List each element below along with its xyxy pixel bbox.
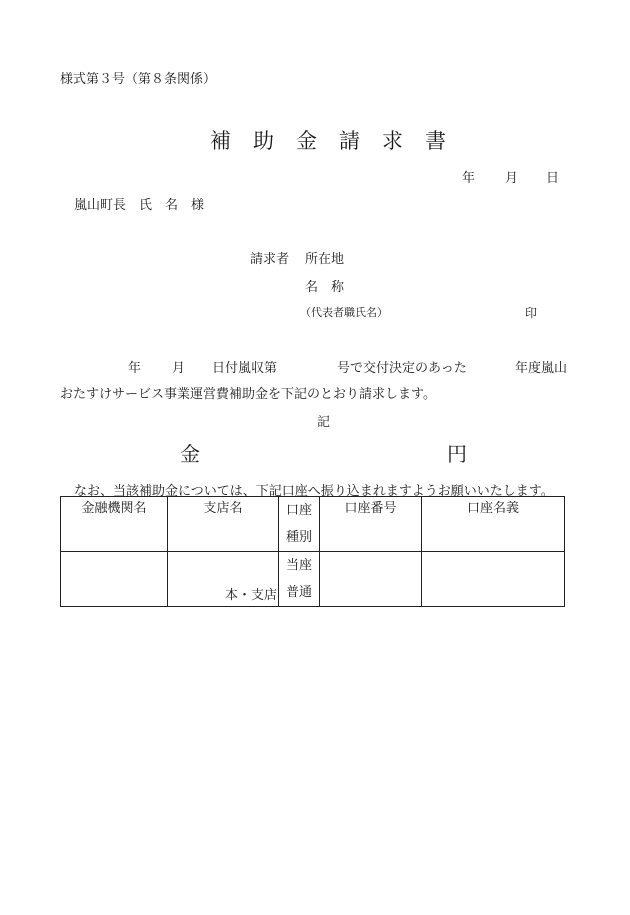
date-month: 月 [505,171,519,186]
type-option-current[interactable]: 当座 [285,558,312,573]
seal-text: 印 [525,306,538,320]
body-date-ref: 日付嵐収第 [212,361,278,376]
header-account-number: 口座番号 [320,497,422,552]
header-account-type [279,497,320,552]
institution-cell[interactable] [61,552,168,607]
claimant-rep-label: （代表者職氏名） [300,306,388,319]
body-line-2: おたすけサービス事業運営費補助金を下記のとおり請求します。 [60,387,436,402]
note-text: なお、当該補助金については、下記口座へ振り込まれますようお願いいたします。 [74,484,554,499]
header-type-line1: 口座 [285,503,312,518]
form-number: 様式第３号（第８条関係） [60,72,217,87]
header-type-line2: 種別 [285,530,312,545]
branch-cell[interactable] [168,552,279,607]
amount-unit: 円 [447,442,467,466]
type-option-ordinary[interactable]: 普通 [285,585,312,600]
amount-label: 金 [180,442,200,466]
claimant-address-label: 所在地 [305,252,345,267]
header-branch: 支店名 [168,497,279,552]
account-holder-cell[interactable] [422,552,565,607]
date-year: 年 [462,171,476,186]
bank-account-table [60,496,565,607]
body-month: 月 [172,361,186,376]
ki-heading: 記 [317,415,331,430]
header-account-holder: 口座名義 [422,497,565,552]
body-number-suffix: 号で交付決定のあった [337,361,467,376]
account-type-cell[interactable] [279,552,320,607]
page-title: 補助金請求書 [210,129,468,153]
seal-mark [525,302,537,321]
account-number-cell[interactable] [320,552,422,607]
branch-suffix: 本・支店 [224,588,277,603]
claimant-name-label: 名 称 [305,280,345,295]
date-day: 日 [546,171,560,186]
table-header-row [61,497,565,552]
body-fiscal-year: 年度嵐山 [515,361,568,376]
header-institution: 金融機関名 [61,497,168,552]
body-year: 年 [128,361,142,376]
addressee: 嵐山町長 氏 名 様 [74,198,205,213]
claimant-label: 請求者 [250,252,290,267]
table-row [61,552,565,607]
